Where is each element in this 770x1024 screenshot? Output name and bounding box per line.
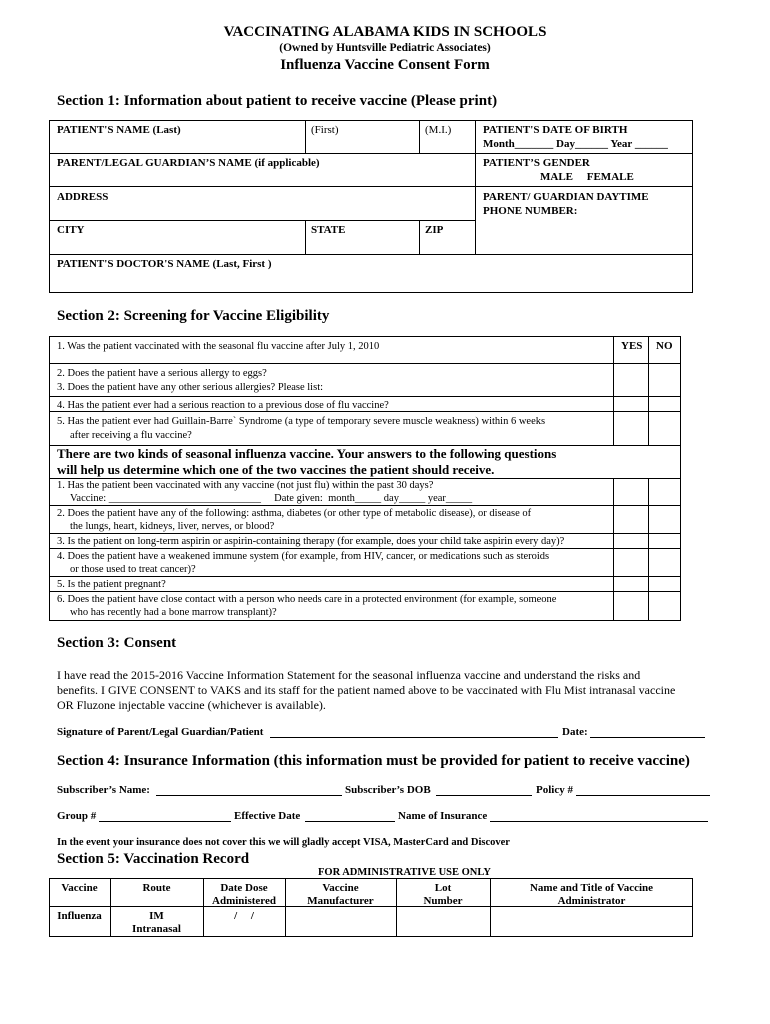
group-label: Group # (57, 810, 97, 822)
consent-text-line2: benefits. I GIVE CONSENT to VAKS and its staff for the patient named above to be vaccinated with Flu Mist intranasal vaccine (57, 683, 676, 697)
form-title: Influenza Vaccine Consent Form (280, 57, 490, 73)
group-line[interactable] (99, 821, 231, 822)
insurance-name-line[interactable] (490, 821, 708, 822)
signature-date-line[interactable] (590, 737, 705, 738)
payment-note: In the event your insurance does not cover this we will gladly accept VISA, MasterCard and Discover (57, 837, 510, 848)
yes-column-header: YES (621, 340, 643, 352)
question-b4-cont: or those used to treat cancer)? (70, 564, 196, 575)
col-date-cont: Administered (212, 895, 276, 907)
row-date-field[interactable]: / / (234, 910, 254, 922)
question-b6: 6. Does the patient have close contact with a person who needs care in a protected environment (for example, someone (57, 594, 557, 605)
subscriber-dob-label: Subscriber’s DOB (345, 784, 431, 796)
col-vaccine: Vaccine (61, 882, 98, 894)
signature-line[interactable] (270, 737, 558, 738)
dob-field[interactable]: Month_______ Day______ Year ______ (483, 138, 668, 150)
guardian-name-field[interactable]: PARENT/LEGAL GUARDIAN’S NAME (if applicable) (57, 157, 320, 169)
subscriber-name-line[interactable] (156, 795, 342, 796)
question-5: 5. Has the patient ever had Guillain-Barre` Syndrome (a type of temporary severe muscle weakness) within 6 weeks (57, 416, 546, 427)
col-administrator: Name and Title of Vaccine (529, 882, 654, 894)
gender-options[interactable]: MALE FEMALE (540, 171, 634, 183)
question-b6-cont: who has recently had a bone marrow transplant)? (70, 607, 277, 618)
signature-label: Signature of Parent/Legal Guardian/Patient (57, 726, 264, 738)
section3-heading: Section 3: Consent (57, 635, 177, 651)
policy-label: Policy # (536, 784, 573, 796)
admin-use-only: FOR ADMINISTRATIVE USE ONLY (318, 867, 491, 878)
question-2: 2. Does the patient have a serious allergy to eggs? (57, 368, 267, 379)
owner-subtitle: (Owned by Huntsville Pediatric Associates) (279, 42, 491, 54)
question-b4: 4. Does the patient have a weakened immune system (for example, from HIV, cancer, or medications such as steroids (57, 551, 550, 562)
subscriber-name-label: Subscriber’s Name: (57, 784, 150, 796)
patient-first-name-field[interactable]: (First) (311, 124, 339, 136)
dob-label: PATIENT'S DATE OF BIRTH (483, 124, 628, 136)
section1-heading: Section 1: Information about patient to receive vaccine (Please print) (57, 93, 498, 109)
vaccine-notice-line1: There are two kinds of seasonal influenza vaccine. Your answers to the following questions (57, 446, 557, 461)
zip-field[interactable]: ZIP (425, 224, 444, 236)
col-manufacturer: Vaccine (322, 882, 359, 894)
phone-label: PARENT/ GUARDIAN DAYTIME (483, 191, 649, 203)
row-lot-field[interactable] (396, 910, 490, 936)
question-b2: 2. Does the patient have any of the following: asthma, diabetes (or other type of metabolic disease), or disease of (57, 508, 532, 519)
no-column-header: NO (656, 340, 673, 352)
subscriber-dob-line[interactable] (436, 795, 532, 796)
section4-heading: Section 4: Insurance Information (this information must be provided for patient to receive vaccine) (57, 753, 690, 769)
col-administrator-cont: Administrator (557, 895, 626, 907)
city-field[interactable]: CITY (57, 224, 85, 236)
question-b2-cont: the lungs, heart, kidneys, liver, nerves, or blood? (70, 521, 275, 532)
question-b5: 5. Is the patient pregnant? (57, 579, 166, 590)
col-route: Route (142, 882, 171, 894)
question-4: 4. Has the patient ever had a serious reaction to a previous dose of flu vaccine? (57, 400, 389, 411)
question-1: 1. Was the patient vaccinated with the seasonal flu vaccine after July 1, 2010 (57, 341, 380, 352)
patient-last-name-field[interactable]: PATIENT'S NAME (Last) (57, 124, 181, 136)
section5-heading: Section 5: Vaccination Record (57, 851, 250, 867)
policy-line[interactable] (576, 795, 710, 796)
question-b3: 3. Is the patient on long-term aspirin or aspirin-containing therapy (for example, does your child take aspirin every day)? (57, 536, 565, 547)
col-lot-cont: Number (423, 895, 463, 907)
row-route-cont: Intranasal (132, 923, 181, 935)
col-date: Date Dose (220, 882, 268, 894)
row-vaccine: Influenza (57, 910, 102, 922)
vaccine-notice-line2: will help us determine which one of the two vaccines the patient should receive. (57, 462, 495, 477)
question-b1-vaccine-field[interactable]: Vaccine: _____________________________ Date given: month_____ day_____ year_____ (70, 493, 473, 504)
col-lot: Lot (434, 882, 452, 894)
question-3: 3. Does the patient have any other serious allergies? Please list: (57, 382, 324, 393)
insurance-name-label: Name of Insurance (398, 810, 488, 822)
address-field[interactable]: ADDRESS (57, 191, 109, 203)
question-5-cont: after receiving a flu vaccine? (70, 430, 192, 441)
section2-heading: Section 2: Screening for Vaccine Eligibility (57, 308, 330, 324)
phone-field[interactable]: PHONE NUMBER: (483, 205, 578, 217)
consent-text-line1: I have read the 2015-2016 Vaccine Information Statement for the seasonal influenza vaccine and understand the risks and (57, 668, 641, 682)
row-manufacturer-field[interactable] (285, 910, 396, 936)
question-b1: 1. Has the patient been vaccinated with any vaccine (not just flu) within the past 30 days? (57, 480, 434, 491)
org-title: VACCINATING ALABAMA KIDS IN SCHOOLS (223, 24, 547, 40)
consent-text-line3: OR Fluzone injectable vaccine (whichever is available). (57, 698, 326, 712)
row-route: IM (149, 910, 164, 922)
patient-mi-field[interactable]: (M.I.) (425, 124, 452, 136)
effective-date-label: Effective Date (234, 810, 301, 822)
doctor-name-field[interactable]: PATIENT'S DOCTOR'S NAME (Last, First ) (57, 258, 272, 270)
row-administrator-field[interactable] (490, 910, 693, 936)
state-field[interactable]: STATE (311, 224, 346, 236)
effective-date-line[interactable] (305, 821, 395, 822)
col-manufacturer-cont: Manufacturer (307, 895, 374, 907)
signature-date-label: Date: (562, 726, 588, 738)
gender-label: PATIENT’S GENDER (483, 157, 590, 169)
